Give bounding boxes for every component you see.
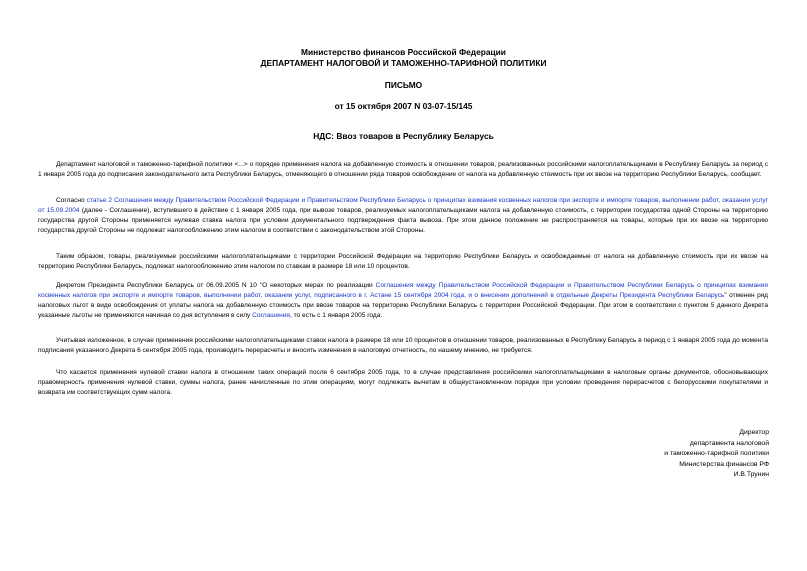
agreement-article-2-link[interactable]: статье 2 Соглашения между Правительством Российской Федерации и Правительством Республики Беларусь о принципах взимания косвенных налогов при экспорте и импорте товаров, выполнении работ, оказании услуг от 15.09.2004 — [38, 197, 768, 214]
paragraph-3: Таким образом, товары, реализуемые российскими налогоплательщиками с территории Российской Федерации на территорию Республики Беларусь и освобождаемые от налога на добавленную стоимость при их ввозе на территорию Республики Беларусь, подлежат налогообложению этим налогом по ставкам в размере 18 или 10 процентов. — [38, 253, 768, 270]
paragraph-4-text-end: , то есть с 1 января 2005 года. — [289, 311, 383, 319]
agreement-link[interactable]: Соглашения — [252, 311, 290, 319]
signature-block — [609, 428, 769, 481]
signature-name: И.В.Трунин — [733, 471, 769, 478]
paragraph-4-text-middle: " отменен ряд налоговых льгот в виде освобождения от уплаты налога на добавленную стоимость при ввозе товаров на территорию Республики Беларусь с территории Российской Федерации. При этом в соответствии с пунктом 5 данного Декрета указанные льготы не применяются начиная со дня вступления в силу — [38, 291, 768, 319]
signature-ministry: Министерства финансов РФ — [679, 460, 769, 468]
paragraph-5: Учитывая изложенное, в случае применения российскими налогоплательщиками ставок налога в размере 18 или 10 процентов в отношении товаров, реализованных в Республику Беларусь в период с 1 января 2005 года до момента подписания указанного Декрета 6 сентября 2005 года, производить перерасчеты и вносить изменения в налоговую отчетность, по нашему мнению, не требуется. — [38, 337, 769, 354]
ministry-name: Министерство финансов Российской Федерации — [301, 47, 506, 57]
paragraph-2-text-end: (далее - Соглашение), вступившего в действие с 1 января 2005 года, при вывозе товаров, реализуемых налогоплательщиками налога на добавленную стоимость, с территории государства одной Стороны на территорию государства другой Стороны применяется нулевая ставка налога при условии документального подтверждения факта вывоза. При этом данное положение не распространяется на товары, которые при их ввозе на территорию государства другой Стороны не подлежат налогообложению этим налогом в соответствии с законодательством этой Стороны. — [38, 206, 768, 234]
signature-department: департамента налоговой — [689, 439, 769, 447]
agreement-full-title-link[interactable]: Соглашения между Правительством Российской Федерации и Правительством Республики Беларусь о принципах взимания косвенных налогов при экспорте и импорте товаров, выполнении работ, оказании услуг, подписанного в г. Астане 15 сентября 2004 года, и о внесении дополнений в отдельные Декреты Президента Республики Беларусь — [38, 282, 768, 299]
signature-title: Директор — [739, 429, 769, 436]
signature-department-cont: и таможенно-тарифной политики — [664, 450, 769, 457]
paragraph-4-text-start: Декретом Президента Республики Беларусь от 06.09.2005 N 10 "О некоторых мерах по реализации — [56, 282, 376, 289]
paragraph-1: Департамент налоговой и таможенно-тарифной политики <...> о порядке применения налога на добавленную стоимость в отношении товаров, реализованных российскими налогоплательщиками в Республику Беларусь за период с 1 января 2005 года до подписания законодательного акта Республики Беларусь, отменяющего в отношении ряда товаров освобождение от налога на добавленную стоимость при их ввозе на территорию Республики Беларусь, сообщает. — [38, 161, 768, 178]
paragraph-2 — [38, 196, 768, 236]
department-name: ДЕПАРТАМЕНТ НАЛОГОВОЙ И ТАМОЖЕННО-ТАРИФНОЙ ПОЛИТИКИ — [260, 58, 547, 68]
document-type: ПИСЬМО — [384, 80, 423, 90]
document-date-number: от 15 октября 2007 N 03-07-15/145 — [334, 101, 473, 111]
paragraph-4 — [38, 281, 768, 321]
document-subject: НДС: Ввоз товаров в Республику Беларусь — [313, 131, 494, 141]
paragraph-2-text-start: Согласно — [56, 197, 87, 204]
paragraph-6: Что касается применения нулевой ставки налога в отношении таких операций после 6 сентября 2005 года, то в случае представления российскими налогоплательщиками в налоговые органы документов, обосновывающих правомерность применения нулевой ставки, суммы налога, ранее начисленные по этим операциям, могут подлежать вычетам в общеустановленном порядке при условии проведения перерасчетов с белорусскими покупателями и возврата им соответствующих сумм налога. — [38, 369, 768, 396]
